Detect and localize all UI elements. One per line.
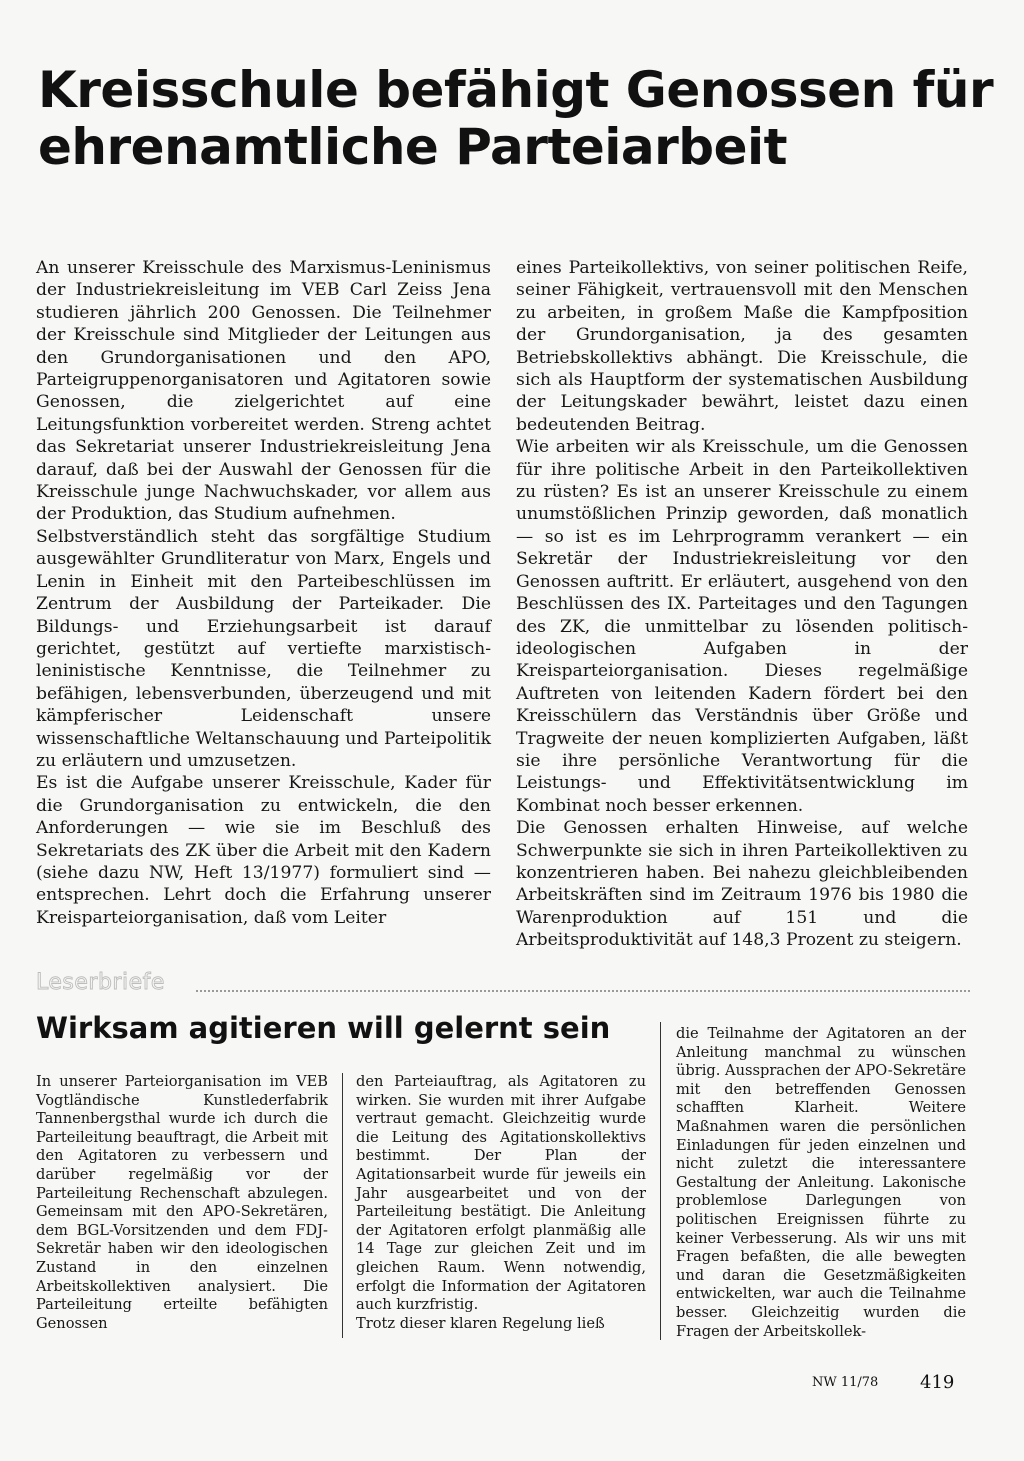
letter-column-3 — [676, 1025, 966, 1341]
article-paragraph: Die Genossen erhalten Hinweise, auf welche Schwerpunkte sie sich in ihren Parteikollektiven zu konzentrieren haben. Bei nahezu gleichbleibenden Arbeitskräften sind im Zeitraum 1976 bis 1980 die Warenproduktion auf 151 und die Arbeitsproduktivität auf 148,3 Prozent zu steigern. — [516, 818, 968, 951]
column-divider — [342, 1073, 343, 1338]
letter-column-1 — [36, 1073, 328, 1333]
article-paragraph: Wie arbeiten wir als Kreisschule, um die Genossen für ihre politische Arbeit in den Parteikollektiven zu rüsten? Es ist an unserer Kreisschule zu einem unumstößlichen Prinzip geworden, daß monatlich — so ist es im Lehrprogramm verankert — ein Sekretär der Industriekreisleitung vor den Genossen auftritt. Er erläutert, ausgehend von den Beschlüssen des IX. Parteitages und den Tagungen des ZK, die unmittelbar zu lösenden politisch-ideologischen Aufgaben in der Kreisparteiorganisation. Dieses regelmäßige Auftreten von leitenden Kadern fördert bei den Kreisschülern das Verständnis über Größe und Tragweite der neuen komplizierten Aufgaben, läßt sie ihre persönliche Verantwortung für die Leistungs- und Effektivitätsentwicklung im Kombinat noch besser erkennen. — [516, 437, 968, 816]
page-number: 419 — [920, 1372, 955, 1393]
issue-label: NW 11/78 — [812, 1375, 879, 1390]
article-headline: Kreisschule befähigt Genossen für ehrenamtliche Parteiarbeit — [38, 61, 994, 176]
article-paragraph: eines Parteikollektivs, von seiner politischen Reife, seiner Fähigkeit, vertrauensvoll mit den Menschen zu arbeiten, in großem Maße die Kampfposition der Grundorganisation, ja des gesamten Betriebskollektivs abhängt. Die Kreisschule, die sich als Hauptform der systematischen Ausbildung der Leitungskader bewährt, leistet dazu einen bedeutenden Beitrag. — [516, 258, 968, 435]
section-rubric — [36, 968, 970, 998]
letter-paragraph: den Parteiauftrag, als Agitatoren zu wirken. Sie wurden mit ihrer Aufgabe vertraut gemacht. Gleichzeitig wurde die Leitung des Agitationskollektivs bestimmt. Der Plan der Agitationsarbeit wurde für jeweils ein Jahr ausgearbeitet und von der Parteileitung bestätigt. Die Anleitung der Agitatoren erfolgt planmäßig alle 14 Tage zur gleichen Zeit und im gleichen Raum. Wenn notwendig, erfolgt die Information der Agitatoren auch kurzfristig. — [356, 1073, 646, 1314]
column-divider — [660, 1022, 661, 1340]
letter-column-2 — [356, 1073, 646, 1333]
letter-headline: Wirksam agitieren will gelernt sein — [36, 1011, 611, 1045]
rubric-dotted-rule — [196, 990, 970, 992]
letter-paragraph: In unserer Parteiorganisation im VEB Vogtländische Kunstlederfabrik Tannenbergsthal wurde ich durch die Parteileitung beauftragt, die Arbeit mit den Agitatoren zu verbessern und darüber regelmäßig vor der Parteileitung Rechenschaft abzulegen. Gemeinsam mit den APO-Sekretären, dem BGL-Vorsitzenden und dem FDJ-Sekretär haben wir den ideologischen Zustand in den einzelnen Arbeitskollektiven analysiert. Die Parteileitung erteilte befähigten Genossen — [36, 1073, 328, 1332]
article-column-1 — [36, 257, 491, 929]
letter-paragraph: Trotz dieser klaren Regelung ließ — [356, 1314, 605, 1332]
article-paragraph: An unserer Kreisschule des Marxismus-Leninismus der Industriekreisleitung im VEB Carl Zeiss Jena studieren jährlich 200 Genossen. Die Teilnehmer der Kreisschule sind Mitglieder der Leitungen aus den Grundorganisationen und den APO, Parteigruppenorganisatoren und Agitatoren sowie Genossen, die zielgerichtet auf eine Leitungsfunktion vorbereitet werden. Streng achtet das Sekretariat unserer Industriekreisleitung Jena darauf, daß bei der Auswahl der Genossen für die Kreisschule junge Nachwuchskader, vor allem aus der Produktion, das Studium aufnehmen. — [36, 258, 491, 525]
article-paragraph: Selbstverständlich steht das sorgfältige Studium ausgewählter Grundliteratur von Marx, Engels und Lenin in Einheit mit den Parteibeschlüssen im Zentrum der Ausbildung der Parteikader. Die Bildungs- und Erziehungsarbeit ist darauf gerichtet, gestützt auf vertiefte marxistisch-leninistische Kenntnisse, die Teilnehmer zu befähigen, lebensverbunden, überzeugend und mit kämpferischer Leidenschaft unsere wissenschaftliche Weltanschauung und Parteipolitik zu erläutern und umzusetzen. — [36, 526, 491, 771]
article-column-2 — [516, 257, 968, 952]
rubric-label: Leserbriefe — [36, 970, 165, 995]
letter-paragraph: die Teilnahme der Agitatoren an der Anleitung manchmal zu wünschen übrig. Aussprachen der APO-Sekretäre mit den betreffenden Genossen schafften Klarheit. Weitere Maßnahmen waren die persönlichen Einladungen für jeden einzelnen und nicht zuletzt die interessantere Gestaltung der Anleitung. Lakonische problemlose Darlegungen von politischen Ereignissen führte zu keiner Verbesserung. Als wir uns mit Fragen befaßten, die alle bewegten und daran die Gesetzmäßigkeiten entwickelten, war auch die Teilnahme besser. Gleichzeitig wurden die Fragen der Arbeitskollek- — [676, 1025, 966, 1340]
article-paragraph: Es ist die Aufgabe unserer Kreisschule, Kader für die Grundorganisation zu entwickeln, die den Anforderungen — wie sie im Beschluß des Sekretariats des ZK über die Arbeit mit den Kadern (siehe dazu NW, Heft 13/1977) formuliert sind — entsprechen. Lehrt doch die Erfahrung unserer Kreisparteiorganisation, daß vom Leiter — [36, 773, 491, 928]
